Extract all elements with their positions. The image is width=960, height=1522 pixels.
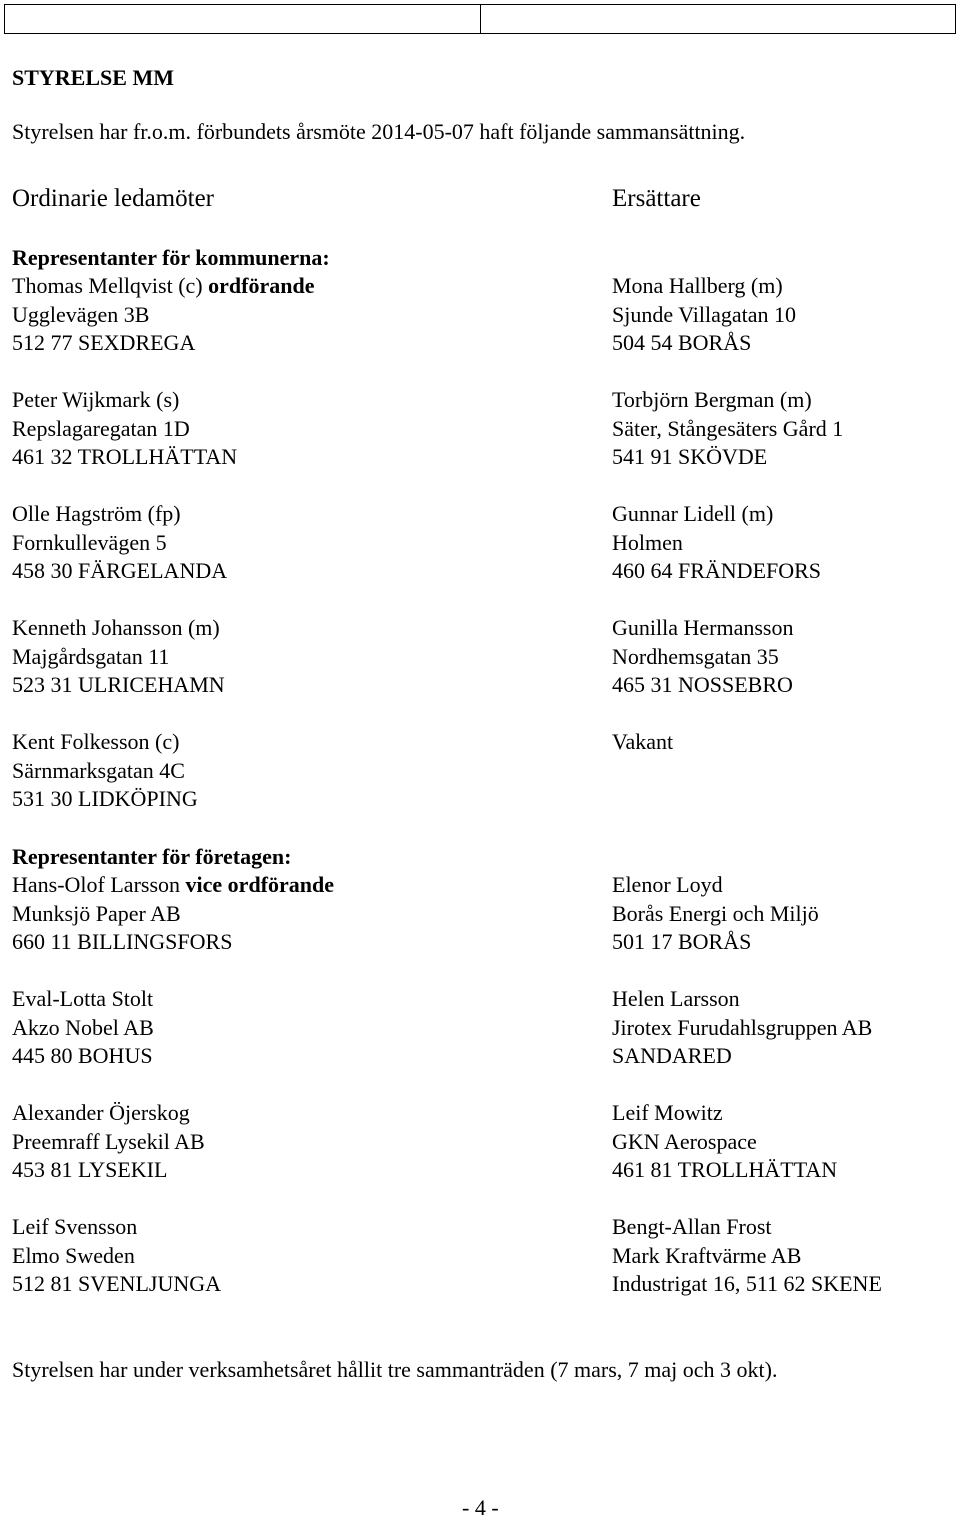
substitute-street: Holmen (612, 529, 683, 555)
column-heading-ordinary: Ordinarie ledamöter (12, 185, 214, 212)
member-company: Preemraff Lysekil AB (12, 1128, 205, 1154)
member-city: 660 11 BILLINGSFORS (12, 929, 233, 955)
meetings-summary: Styrelsen har under verksamhetsåret hållit tre sammanträden (7 mars, 7 maj och 3 okt). (12, 1357, 778, 1382)
member-entry (12, 985, 154, 1071)
member-name: Alexander Öjerskog (12, 1100, 190, 1125)
substitute-entry (612, 985, 872, 1071)
substitute-name: Gunilla Hermansson (612, 615, 794, 640)
substitute-entry (612, 614, 793, 700)
member-city: 453 81 LYSEKIL (12, 1157, 168, 1183)
member-city: 531 30 LIDKÖPING (12, 786, 198, 812)
member-city: 445 80 BOHUS (12, 1043, 153, 1069)
member-entry (12, 728, 198, 814)
member-company: Munksjö Paper AB (12, 900, 181, 926)
member-city: 523 31 ULRICEHAMN (12, 672, 225, 698)
member-street: Särnmarksgatan 4C (12, 757, 185, 783)
member-entry (12, 871, 334, 957)
member-entry (12, 1099, 205, 1185)
member-city: 512 81 SVENLJUNGA (12, 1271, 221, 1297)
substitute-company: Borås Energi och Miljö (612, 900, 819, 926)
substitute-street: Nordhemsgatan 35 (612, 643, 779, 669)
member-company: Akzo Nobel AB (12, 1014, 154, 1040)
member-entry (12, 1213, 221, 1299)
header-cell-right (481, 5, 956, 34)
substitute-entry (612, 272, 796, 358)
substitute-name: Leif Mowitz (612, 1100, 723, 1125)
substitute-city: 541 91 SKÖVDE (612, 444, 768, 470)
substitute-name: Mona Hallberg (m) (612, 273, 783, 298)
companies-heading: Representanter för företagen: (12, 844, 292, 869)
member-name: Olle Hagström (fp) (12, 501, 181, 526)
member-role: vice ordförande (185, 872, 334, 897)
substitute-city: 460 64 FRÄNDEFORS (612, 558, 822, 584)
substitute-city: Industrigat 16, 511 62 SKENE (612, 1271, 882, 1297)
member-city: 461 32 TROLLHÄTTAN (12, 444, 238, 470)
member-name: Peter Wijkmark (s) (12, 387, 180, 412)
member-street: Fornkullevägen 5 (12, 529, 167, 555)
substitute-street: Säter, Stångesäters Gård 1 (612, 415, 844, 441)
member-name: Hans-Olof Larsson (12, 872, 181, 897)
member-city: 458 30 FÄRGELANDA (12, 558, 228, 584)
page-number: - 4 - (462, 1495, 499, 1520)
member-entry (12, 614, 225, 700)
substitute-name: Torbjörn Bergman (m) (612, 387, 812, 412)
substitute-city: SANDARED (612, 1043, 732, 1069)
substitute-company: Jirotex Furudahlsgruppen AB (612, 1014, 873, 1040)
member-entry (12, 500, 227, 586)
substitute-city: 504 54 BORÅS (612, 330, 752, 356)
municipalities-heading: Representanter för kommunerna: (12, 245, 330, 270)
section-title: STYRELSE MM (12, 65, 174, 90)
substitute-city: 461 81 TROLLHÄTTAN (612, 1157, 838, 1183)
substitute-company: GKN Aerospace (612, 1128, 757, 1154)
intro-text: Styrelsen har fr.o.m. förbundets årsmöte 2014-05-07 haft följande sammansättning. (12, 119, 746, 144)
member-street: Repslagaregatan 1D (12, 415, 190, 441)
substitute-entry (612, 386, 843, 472)
substitute-name: Elenor Loyd (612, 872, 723, 897)
substitute-name: Helen Larsson (612, 986, 740, 1011)
substitute-entry (612, 871, 819, 957)
substitute-name: Gunnar Lidell (m) (612, 501, 774, 526)
substitute-name: Bengt-Allan Frost (612, 1214, 772, 1239)
member-name: Kenneth Johansson (m) (12, 615, 220, 640)
substitute-city: 501 17 BORÅS (612, 929, 752, 955)
member-name: Kent Folkesson (c) (12, 729, 180, 754)
substitute-entry (612, 500, 821, 586)
member-street: Ugglevägen 3B (12, 301, 150, 327)
member-role: ordförande (208, 273, 315, 298)
substitute-name: Vakant (612, 729, 674, 754)
member-entry (12, 386, 237, 472)
substitute-entry (612, 1099, 837, 1185)
substitute-entry (612, 1213, 882, 1299)
column-heading-substitutes: Ersättare (612, 185, 701, 212)
member-street: Majgårdsgatan 11 (12, 643, 170, 669)
member-name: Eval-Lotta Stolt (12, 986, 154, 1011)
member-company: Elmo Sweden (12, 1242, 135, 1268)
member-name: Thomas Mellqvist (c) (12, 273, 203, 298)
member-entry (12, 272, 314, 358)
member-city: 512 77 SEXDREGA (12, 330, 196, 356)
substitute-city: 465 31 NOSSEBRO (612, 672, 793, 698)
header-table (4, 4, 956, 34)
substitute-entry (612, 728, 673, 757)
header-cell-left (5, 5, 481, 34)
substitute-company: Mark Kraftvärme AB (612, 1242, 802, 1268)
substitute-street: Sjunde Villagatan 10 (612, 301, 797, 327)
member-name: Leif Svensson (12, 1214, 138, 1239)
